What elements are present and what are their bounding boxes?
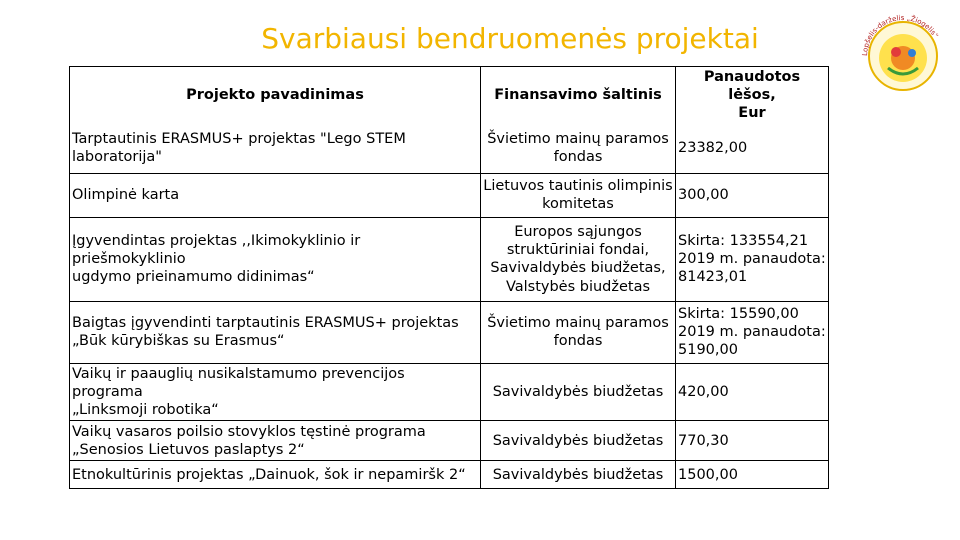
table-row xyxy=(70,363,829,420)
project-name-cell xyxy=(70,363,481,420)
cell-line: laboratorija" xyxy=(72,149,162,166)
funds-used-cell xyxy=(676,421,829,461)
cell-line: 23382,00 xyxy=(678,140,748,157)
kindergarten-logo-icon xyxy=(858,6,948,92)
cell-line: 81423,01 xyxy=(678,269,748,286)
funding-source-cell xyxy=(481,123,676,173)
cell-line: Etnokultūrinis projektas „Dainuok, šok ir nepamiršk 2“ xyxy=(72,466,466,483)
cell-line: Olimpinė karta xyxy=(72,187,180,204)
cell-line: fondas xyxy=(553,149,603,166)
cell-line: Savivaldybės biudžetas, xyxy=(490,260,666,277)
cell-line: Savivaldybės biudžetas xyxy=(492,384,664,400)
header-funding-source: Finansavimo šaltinis xyxy=(481,67,676,124)
project-name-cell xyxy=(70,301,481,363)
cell-line: Lietuvos tautinis olimpinis xyxy=(483,178,673,195)
table-header-row xyxy=(70,67,829,124)
cell-line: Švietimo mainų paramos xyxy=(487,315,669,332)
project-name-cell xyxy=(70,461,481,489)
cell-line: Europos sąjungos xyxy=(514,224,642,241)
table-row xyxy=(70,173,829,217)
funding-source-cell xyxy=(481,217,676,301)
project-name-cell xyxy=(70,173,481,217)
cell-line: Valstybės biudžetas xyxy=(505,278,651,295)
cell-line: struktūriniai fondai, xyxy=(506,242,650,259)
cell-line: ugdymo prieinamumo didinimas“ xyxy=(72,269,315,286)
funds-used-cell xyxy=(676,173,829,217)
funds-used-cell xyxy=(676,301,829,363)
cell-line: Baigtas įgyvendinti tarptautinis ERASMUS+ projektas xyxy=(72,315,459,332)
cell-line: komitetas xyxy=(542,196,614,213)
table-row xyxy=(70,301,829,363)
funding-source-cell xyxy=(481,461,676,489)
cell-line: Vaikų vasaros poilsio stovyklos tęstinė programa xyxy=(72,423,426,440)
cell-line: 2019 m. panaudota: xyxy=(678,324,826,341)
cell-line: Įgyvendintas projektas ,,Ikimokyklinio ir priešmokyklinio xyxy=(72,233,361,268)
header-funds-used: Panaudotos lėšos, Eur xyxy=(676,67,829,124)
table-row xyxy=(70,217,829,301)
cell-line: 5190,00 xyxy=(678,342,738,359)
funding-source-cell xyxy=(481,421,676,461)
table-row xyxy=(70,421,829,461)
projects-table xyxy=(69,66,829,489)
cell-line: Vaikų ir paauglių nusikalstamumo prevencijos programa xyxy=(72,365,405,400)
cell-line: „Būk kūrybiškas su Erasmus“ xyxy=(72,333,285,350)
project-name-cell xyxy=(70,123,481,173)
cell-line: „Senosios Lietuvos paslaptys 2“ xyxy=(72,441,305,458)
cell-line: Savivaldybės biudžetas xyxy=(492,466,664,483)
funding-source-cell xyxy=(481,301,676,363)
cell-line: 420,00 xyxy=(678,384,729,400)
cell-line: 1500,00 xyxy=(678,466,738,483)
page-title: Svarbiausi bendruomenės projektai xyxy=(261,22,759,55)
cell-line: Švietimo mainų paramos xyxy=(487,131,669,147)
funds-used-cell xyxy=(676,461,829,489)
logo-caption: Lopšelis-darželis „Žiogelis“ xyxy=(860,13,940,57)
header-project-name: Projekto pavadinimas xyxy=(70,67,481,124)
cell-line: 2019 m. panaudota: xyxy=(678,251,826,268)
cell-line: Skirta: 15590,00 xyxy=(678,306,799,323)
project-name-cell xyxy=(70,217,481,301)
funding-source-cell xyxy=(481,363,676,420)
funds-used-cell xyxy=(676,123,829,173)
cell-line: Tarptautinis ERASMUS+ projektas "Lego STEM xyxy=(72,131,406,147)
table-row xyxy=(70,461,829,489)
cell-line: Savivaldybės biudžetas xyxy=(492,432,664,449)
funds-used-cell xyxy=(676,363,829,420)
project-name-cell xyxy=(70,421,481,461)
table-row xyxy=(70,123,829,173)
funds-used-cell xyxy=(676,217,829,301)
cell-line: Skirta: 133554,21 xyxy=(678,233,809,250)
cell-line: 300,00 xyxy=(678,187,729,204)
funding-source-cell xyxy=(481,173,676,217)
cell-line: „Linksmoji robotika“ xyxy=(72,402,219,419)
cell-line: 770,30 xyxy=(678,432,729,449)
cell-line: fondas xyxy=(553,333,603,350)
